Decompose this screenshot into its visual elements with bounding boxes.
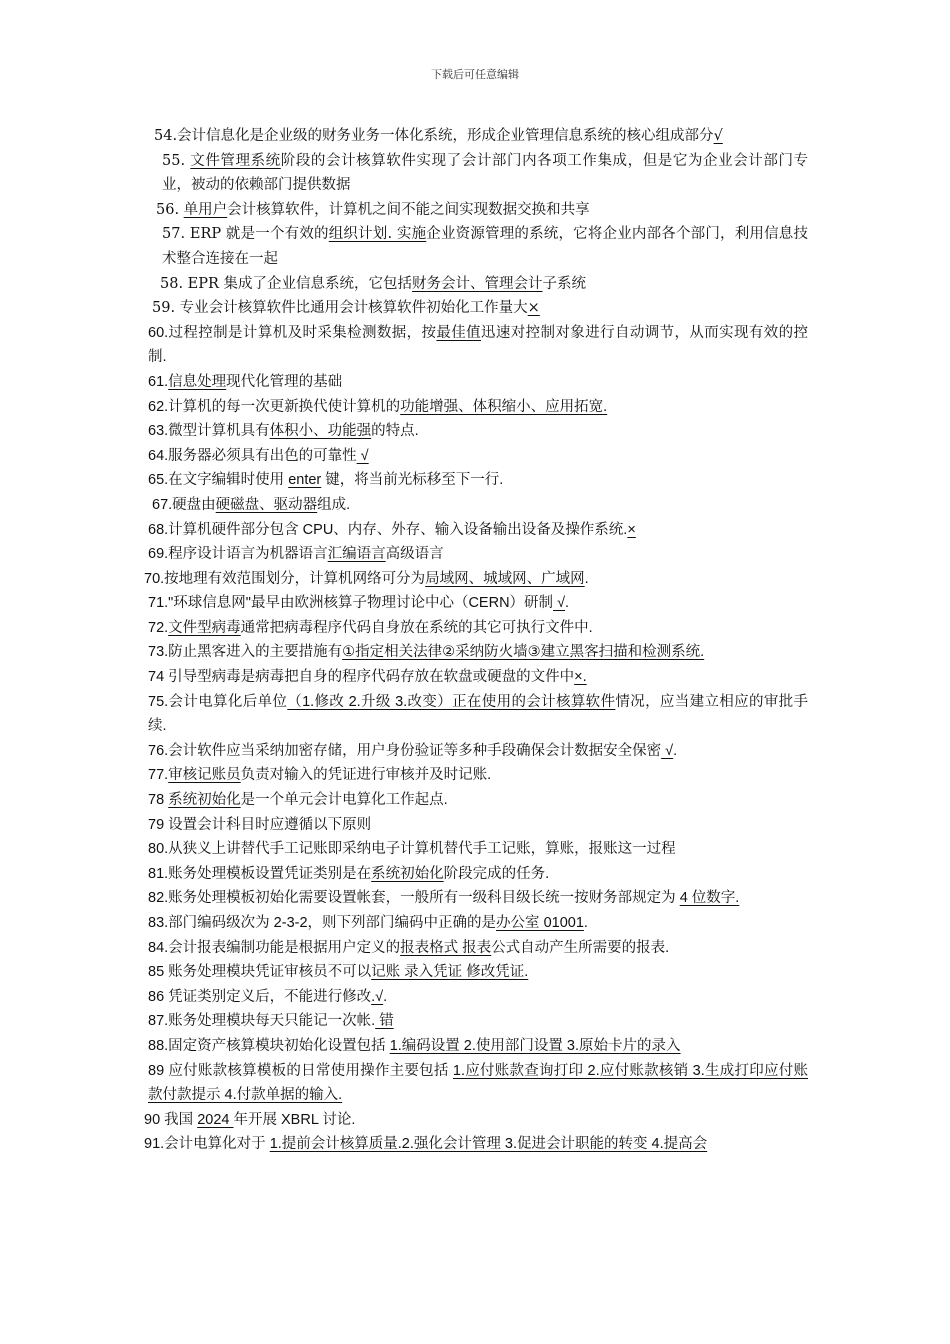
question-item	[144, 911, 808, 936]
question-text: 组成.	[317, 496, 351, 513]
question-item	[144, 739, 808, 764]
underlined-answer: 功能增强、体积缩小、应用拓宽.	[400, 398, 608, 415]
question-text: .	[383, 988, 388, 1005]
underlined-answer: 文件管理系统	[190, 152, 281, 169]
underlined-answer: 组织计划. 实施	[328, 226, 427, 243]
question-text: 87.账务处理模块每天只能记一次帐.	[148, 1013, 376, 1030]
question-text: 阶段的会计核算软件实现了会计部门内各项工作集成，但是它为企业会计部门专业，被动的依赖部门提供数据	[162, 152, 809, 194]
underlined-answer: ×	[627, 521, 636, 538]
question-text: 59. 专业会计核算软件比通用会计核算软件初始化工作量大	[152, 300, 528, 317]
question-text: 54.会计信息化是企业级的财务业务一体化系统，形成企业管理信息系统的核心组成部分	[154, 128, 714, 144]
question-item	[144, 272, 808, 297]
question-item	[144, 468, 808, 493]
underlined-answer: 硬磁盘、驱动器	[215, 496, 318, 513]
question-text: 74 引导型病毒是病毒把自身的程序代码存放在软盘或硬盘的文件中	[148, 669, 575, 686]
question-text: 76.会计软件应当采纳加密存储，用户身份验证等多种手段确保会计数据安全保密	[148, 742, 662, 759]
question-text: 84.会计报表编制功能是根据用户定义的	[148, 939, 401, 956]
question-text: 高级语言	[385, 546, 444, 563]
question-text: 88.固定资产核算模块初始化设置包括	[148, 1037, 390, 1054]
question-text: 91.会计电算化对于	[144, 1136, 270, 1153]
question-text: 57. ERP 就是一个有效的	[162, 226, 329, 243]
question-item	[144, 198, 808, 223]
underlined-answer: 2024	[197, 1111, 234, 1128]
question-item	[144, 690, 808, 739]
question-item	[144, 222, 808, 271]
underlined-answer: √	[553, 595, 566, 612]
question-item	[144, 1132, 808, 1157]
question-text: 年开展 XBRL 讨论.	[233, 1111, 356, 1128]
question-text: 58. EPR 集成了企业信息系统，它包括	[160, 275, 413, 292]
question-item	[144, 321, 808, 370]
underlined-answer: 局域网、城域网、广域网	[425, 570, 585, 587]
underlined-answer: 1.应付账款查询打印 2.应付账款核销 3.生成打印应付账款付款提示 4.付款单据的输入.	[148, 1062, 808, 1104]
question-text: 68.计算机硬件部分包含 CPU、内存、外存、输入设备输出设备及操作系统.	[148, 521, 628, 538]
question-item	[144, 985, 808, 1010]
question-text: 61.	[148, 373, 169, 390]
question-item	[144, 886, 808, 911]
underlined-answer: 体积小、功能强	[269, 423, 372, 440]
question-item	[144, 370, 808, 395]
question-item	[144, 567, 808, 592]
underlined-answer: 汇编语言	[327, 546, 386, 563]
question-text: 通常把病毒程序代码自身放在系统的其它可执行文件中.	[240, 619, 593, 636]
question-text: .	[673, 742, 678, 759]
underlined-answer: 系统初始化	[371, 865, 444, 882]
question-text: 71."环球信息网"最早由欧洲核算子物理讨论中心（CERN）研制	[148, 595, 554, 612]
underlined-answer: √	[713, 128, 723, 144]
question-text: .	[565, 595, 570, 612]
question-text: 是一个单元会计电算化工作起点.	[240, 792, 448, 809]
question-text: 子系统	[542, 275, 587, 292]
question-text: 85 账务处理模块凭证审核员不可以	[148, 964, 372, 981]
underlined-answer: 信息处理	[168, 373, 227, 390]
question-item	[144, 149, 808, 198]
underlined-answer: 单用户	[183, 201, 228, 218]
question-item	[144, 419, 808, 444]
question-text: .	[584, 570, 589, 587]
question-text: 63.微型计算机具有	[148, 423, 270, 440]
underlined-answer: √	[356, 447, 369, 464]
question-text: 56.	[156, 201, 184, 218]
question-item	[144, 518, 808, 543]
underlined-answer: .√	[371, 988, 384, 1005]
underlined-answer: ×	[527, 300, 540, 317]
underlined-answer: 报表格式 报表	[400, 939, 492, 956]
underlined-answer: ①指定相关法律②采纳防火墙③建立黑客扫描和检测系统.	[342, 644, 705, 661]
question-text: 公式自动产生所需要的报表.	[491, 939, 670, 956]
question-text: 企业资源管理的系统，它将企业内部各个部门，利用信息技术整合连接在一起	[162, 226, 808, 267]
question-item	[144, 395, 808, 420]
underlined-answer: 最佳值	[436, 324, 482, 341]
question-item	[144, 1034, 808, 1059]
question-item	[144, 788, 808, 813]
question-item	[144, 296, 808, 321]
page-header: 下载后可任意编辑	[431, 68, 519, 81]
question-item	[144, 1009, 808, 1034]
underlined-answer: 1.提前会计核算质量.2.强化会计管理 3.促进会计职能的转变 4.提高会	[269, 1136, 708, 1153]
question-item	[144, 960, 808, 985]
question-text: 79 设置会计科目时应遵循以下原则	[148, 816, 372, 833]
question-text: 67.硬盘由	[152, 496, 216, 513]
question-text: 82.账务处理模板初始化需要设置帐套，一般所有一级科目级长统一按财务部规定为	[148, 890, 680, 907]
underlined-answer: 审核记账员	[168, 767, 241, 784]
question-item	[144, 837, 808, 862]
question-item	[144, 862, 808, 887]
question-text: 55.	[162, 152, 191, 169]
question-text: 81.账务处理模板设置凭证类别是在	[148, 865, 372, 882]
question-text: 78	[148, 792, 169, 809]
question-text: 负责对输入的凭证进行审核并及时记账.	[240, 767, 492, 784]
question-text: 会计核算软件，计算机之间不能之间实现数据交换和共享	[227, 201, 590, 218]
question-text: 90 我国	[144, 1111, 198, 1128]
question-item	[144, 542, 808, 567]
question-text: 64.服务器必须具有出色的可靠性	[148, 447, 357, 464]
underlined-answer: 4 位数字.	[679, 890, 740, 907]
question-item	[144, 591, 808, 616]
question-item	[144, 1059, 808, 1108]
question-item	[144, 665, 808, 690]
underlined-answer: 系统初始化	[168, 792, 241, 809]
underlined-answer: 办公室 01001	[496, 915, 584, 931]
question-item	[144, 444, 808, 469]
underlined-answer: √	[661, 742, 674, 759]
underlined-answer: 错	[375, 1013, 394, 1030]
underlined-answer: （1.修改 2.升级 3.改变）正在使用的会计核算软件	[287, 693, 616, 710]
question-item	[144, 493, 808, 518]
underlined-answer: ×.	[574, 669, 587, 686]
question-item	[144, 640, 808, 665]
question-item	[144, 124, 808, 149]
question-text: 迅速对控制对象进行自动调节，从而实现有效的控制.	[148, 324, 809, 366]
question-text: 键，将当前光标移至下一行.	[321, 472, 504, 489]
underlined-answer: 1.编码设置 2.使用部门设置 3.原始卡片的录入	[389, 1037, 681, 1054]
question-text: 80.从狭义上讲替代手工记账即采纳电子计算机替代手工记账，算账，报账这一过程	[148, 841, 676, 858]
question-item	[144, 763, 808, 788]
question-text: 的特点.	[371, 423, 419, 440]
question-text: 60.过程控制是计算机及时采集检测数据，按	[148, 324, 437, 341]
question-item	[144, 936, 808, 961]
question-text: 77.	[148, 767, 169, 784]
question-item	[144, 813, 808, 838]
question-text: 72.	[148, 619, 169, 636]
question-text: 70.按地理有效范围划分，计算机网络可分为	[144, 570, 426, 587]
question-text: 情况，应当建立相应的审批手续.	[148, 693, 809, 735]
question-text: 83.部门编码级次为 2-3-2，则下列部门编码中正确的是	[148, 915, 497, 931]
question-text: 69.程序设计语言为机器语言	[148, 546, 328, 563]
document-body	[144, 124, 808, 1157]
question-text: 73.防止黑客进入的主要措施有	[148, 644, 343, 661]
underlined-answer: 文件型病毒	[168, 619, 241, 636]
question-item	[144, 1108, 808, 1133]
question-text: 89 应付账款核算模板的日常使用操作主要包括	[148, 1062, 453, 1079]
question-text: 75.会计电算化后单位	[148, 693, 288, 710]
underlined-answer: 财务会计、管理会计	[412, 275, 543, 292]
question-item	[144, 616, 808, 641]
question-text: 86 凭证类别定义后，不能进行修改	[148, 988, 372, 1005]
underlined-answer: enter	[288, 472, 322, 489]
question-text: 阶段完成的任务.	[443, 865, 550, 882]
question-text: 62.计算机的每一次更新换代使计算机的	[148, 398, 401, 415]
underlined-answer: 记账 录入凭证 修改凭证.	[371, 964, 529, 981]
question-text: 现代化管理的基础	[226, 373, 343, 390]
question-text: 65.在文字编辑时使用	[148, 472, 289, 489]
question-text: .	[583, 915, 588, 931]
